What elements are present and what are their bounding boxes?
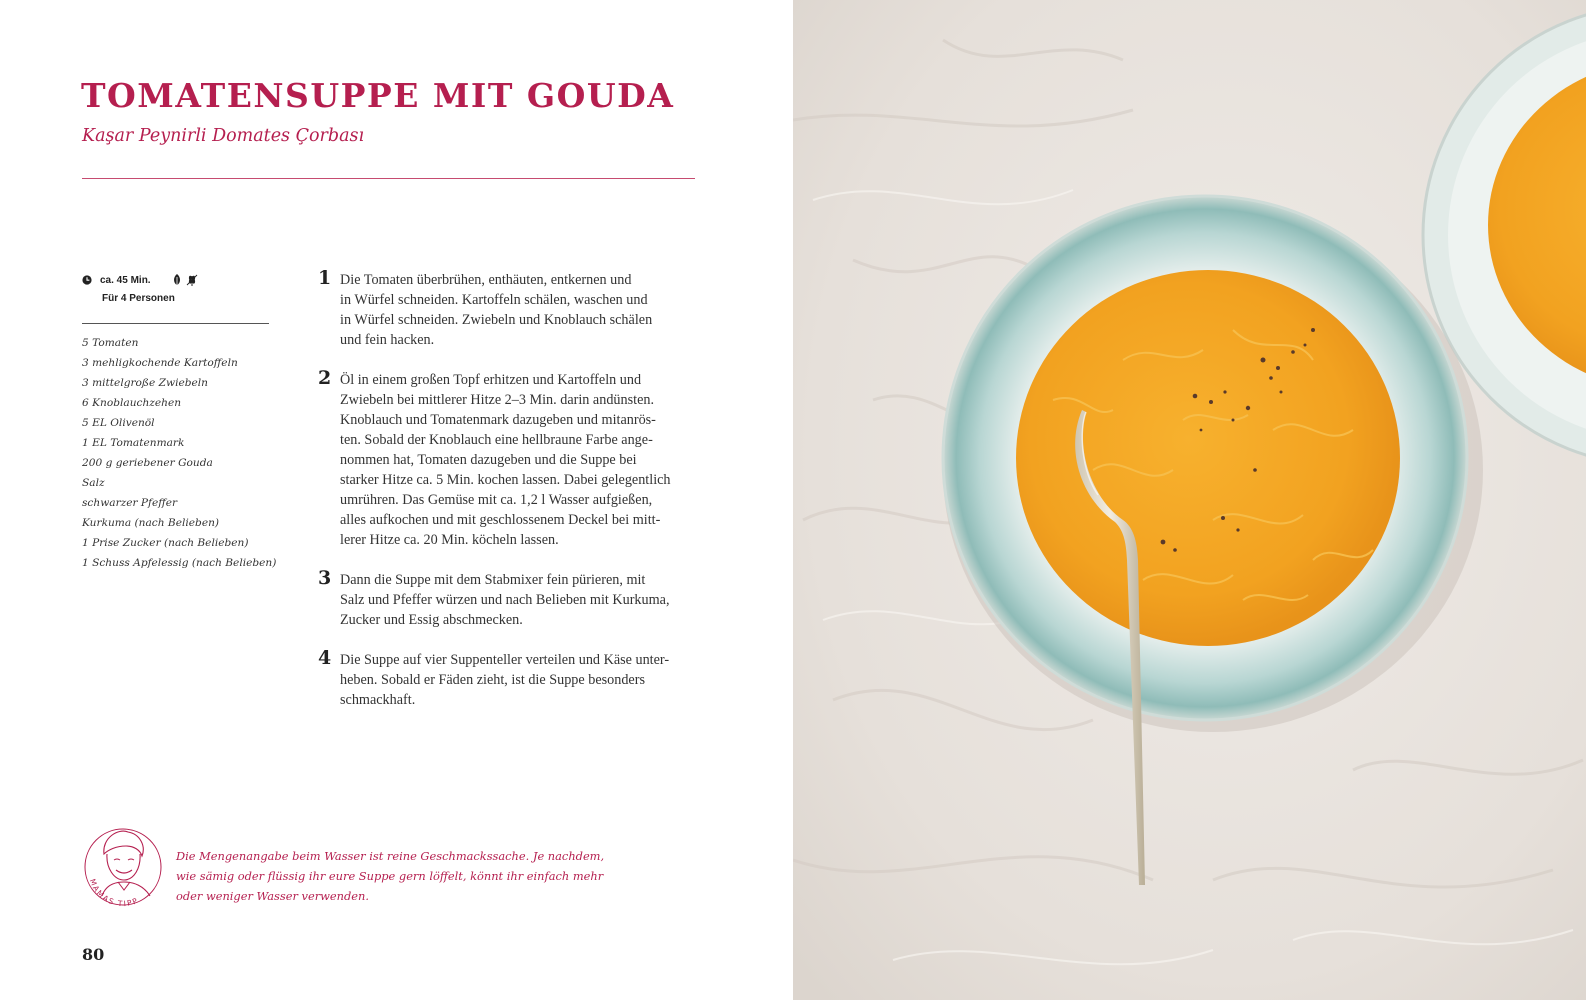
title-divider [82, 178, 695, 179]
step-2 [318, 367, 698, 550]
ingredient-item: schwarzer Pfeffer [82, 497, 178, 509]
recipe-subtitle: Kaşar Peynirli Domates Çorbası [82, 126, 365, 146]
leaf-icon [171, 273, 183, 287]
step-3 [318, 567, 698, 630]
step-line: Die Suppe auf vier Suppenteller verteilen und Käse unter- [340, 652, 670, 668]
step-line: in Würfel schneiden. Kartoffeln schälen, waschen und [340, 292, 648, 308]
step-line: in Würfel schneiden. Zwiebeln und Knoblauch schälen [340, 312, 653, 328]
ingredient-item: 6 Knoblauchzehen [82, 397, 182, 409]
clock-icon [82, 275, 92, 285]
tip-line: Die Mengenangabe beim Wasser ist reine Geschmackssache. Je nachdem, [176, 849, 605, 863]
recipe-title: TOMATENSUPPE MIT GOUDA [81, 76, 675, 115]
ingredient-item: Salz [82, 477, 105, 489]
step-line: umrühren. Das Gemüse mit ca. 1,2 l Wasser aufgießen, [340, 492, 653, 508]
page-number: 80 [82, 945, 105, 964]
step-line: alles aufkochen und mit geschlossenem Deckel bei mitt- [340, 512, 661, 528]
ingredient-item: 5 Tomaten [82, 337, 139, 349]
time-row [82, 271, 272, 289]
wheat-icon [186, 273, 198, 287]
tip-line: oder weniger Wasser verwenden. [176, 889, 369, 903]
step-text [340, 370, 698, 550]
step-number: 3 [318, 567, 332, 589]
step-line: Zwiebeln bei mittlerer Hitze 2–3 Min. darin andünsten. [340, 392, 655, 408]
step-number: 1 [318, 267, 332, 289]
soup-photo [793, 0, 1586, 1000]
step-line: heben. Sobald er Fäden zieht, ist die Suppe besonders [340, 672, 645, 688]
step-line: Zucker und Essig abschmecken. [340, 612, 523, 628]
step-line: nommen hat, Tomaten dazugeben und die Suppe bei [340, 452, 637, 468]
svg-text:MAMAS TIPP [88, 878, 140, 909]
step-4 [318, 647, 698, 710]
tip-text [176, 846, 604, 906]
tip-line: wie sämig oder flüssig ihr eure Suppe gern löffelt, könnt ihr einfach mehr [176, 869, 604, 883]
step-number: 4 [318, 647, 332, 669]
step-line: Salz und Pfeffer würzen und nach Belieben mit Kurkuma, [340, 592, 670, 608]
ingredient-item: Kurkuma (nach Belieben) [82, 517, 220, 529]
ingredient-item: 1 Schuss Apfelessig (nach Belieben) [82, 557, 277, 569]
ingredient-item: 3 mehligkochende Kartoffeln [82, 357, 238, 369]
mamas-tip [80, 824, 680, 914]
ingredient-list [82, 333, 276, 573]
meta-divider [82, 323, 269, 324]
ingredient-item: 200 g geriebener Gouda [82, 457, 213, 469]
photo-page [793, 0, 1586, 1000]
step-line: starker Hitze ca. 5 Min. kochen lassen. Dabei gelegentlich [340, 472, 671, 488]
step-line: lerer Hitze ca. 20 Min. köcheln lassen. [340, 532, 559, 548]
step-1 [318, 267, 698, 350]
servings: Für 4 Personen [102, 293, 175, 304]
ingredient-item: 1 Prise Zucker (nach Belieben) [82, 537, 249, 549]
step-line: und fein hacken. [340, 332, 435, 348]
step-line: ten. Sobald der Knoblauch eine hellbraune Farbe ange- [340, 432, 653, 448]
tip-badge-label: MAMAS TIPP [87, 877, 141, 909]
step-text [340, 650, 698, 710]
step-text [340, 570, 698, 630]
step-line: Öl in einem großen Topf erhitzen und Kartoffeln und [340, 372, 642, 388]
step-text [340, 270, 698, 350]
step-line: Die Tomaten überbrühen, enthäuten, entkernen und [340, 272, 632, 288]
step-line: schmackhaft. [340, 692, 416, 708]
ingredient-item: 1 EL Tomatenmark [82, 437, 185, 449]
step-line: Dann die Suppe mit dem Stabmixer fein pürieren, mit [340, 572, 646, 588]
step-line: Knoblauch und Tomatenmark dazugeben und mitanrös- [340, 412, 656, 428]
mamas-tip-badge [80, 824, 166, 914]
diet-icons [171, 273, 198, 287]
ingredient-item: 3 mittelgroße Zwiebeln [82, 377, 208, 389]
method-steps [318, 267, 698, 730]
recipe-meta [82, 271, 272, 304]
ingredient-item: 5 EL Olivenöl [82, 417, 155, 429]
step-number: 2 [318, 367, 332, 389]
prep-time: ca. 45 Min. [100, 274, 151, 286]
